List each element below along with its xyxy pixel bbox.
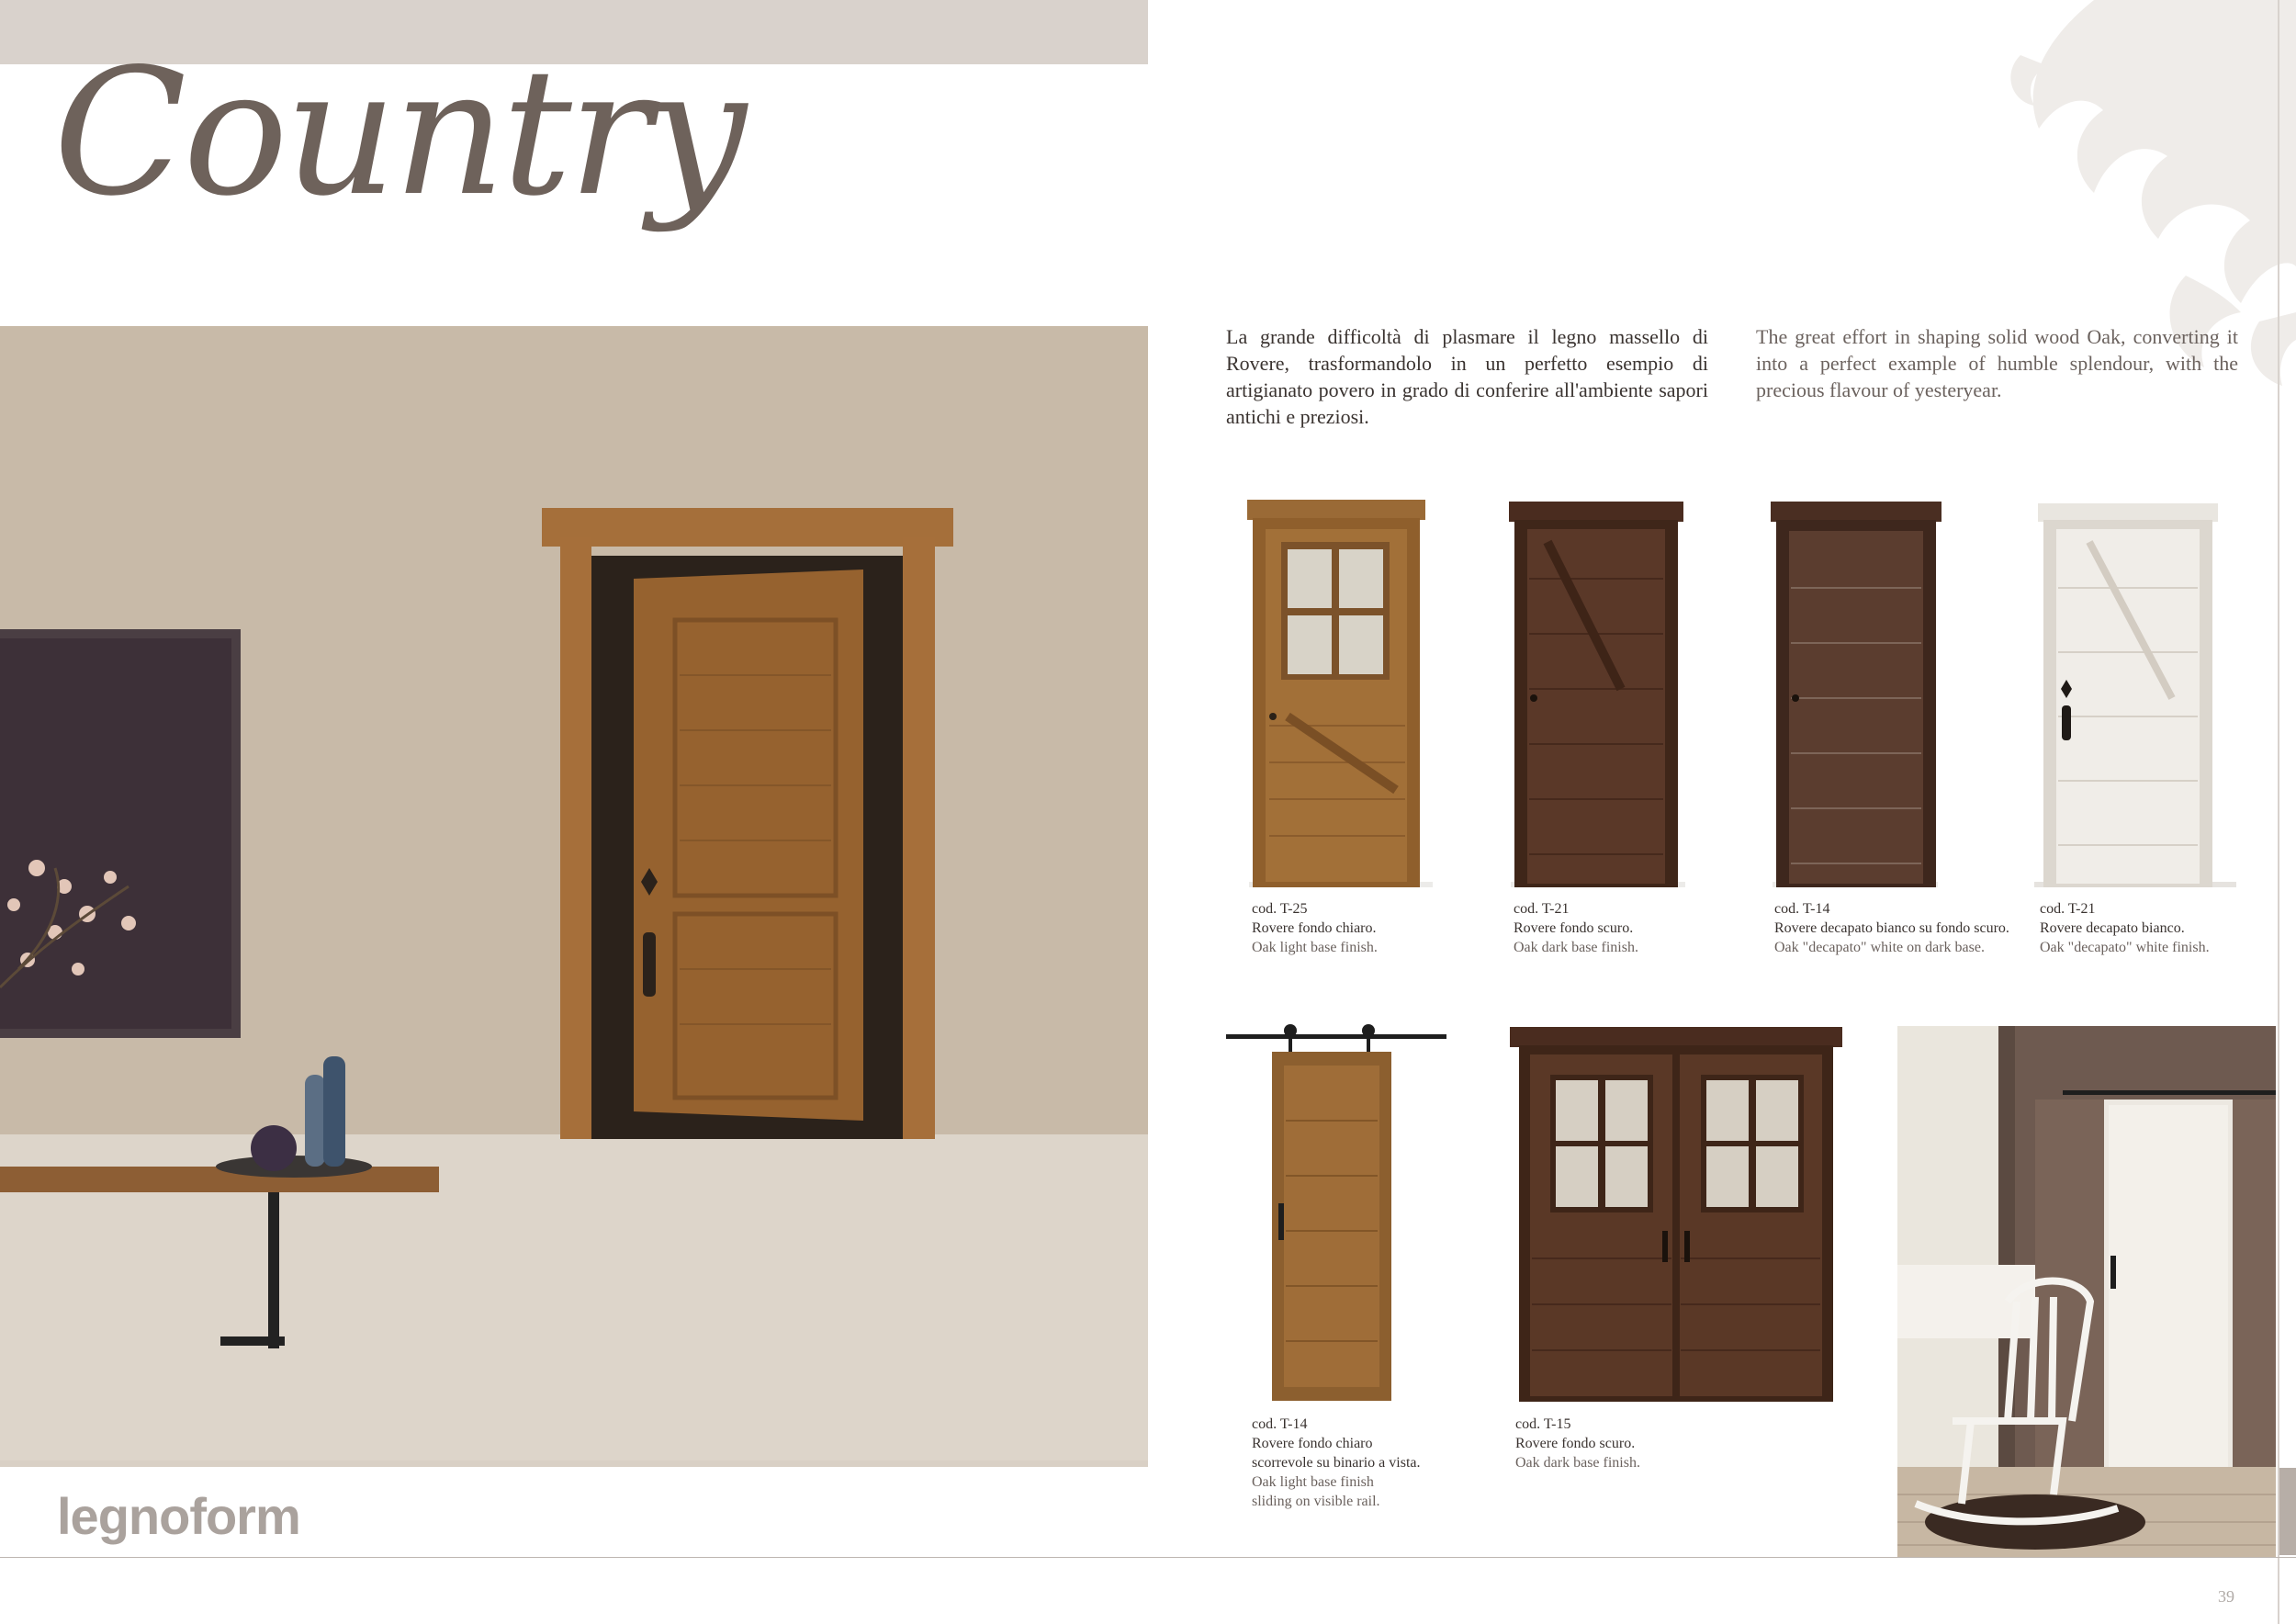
door-photo-t21-dark: [1483, 496, 1704, 900]
caption-english: Oak "decapato" white on dark base.: [1774, 940, 1985, 955]
page-number: 39: [2218, 1587, 2234, 1606]
caption-italian-line2: scorrevole su binario a vista.: [1252, 1455, 1421, 1471]
footer-rule: [0, 1557, 2296, 1558]
caption-english: Oak dark base finish.: [1514, 940, 1638, 955]
caption-code: cod. T-15: [1515, 1416, 1571, 1432]
caption-italian: Rovere fondo chiaro: [1252, 1436, 1373, 1451]
caption-italian: Rovere decapato bianco.: [2040, 920, 2185, 936]
door-photo-t25: [1212, 496, 1469, 900]
caption-english: Oak dark base finish.: [1515, 1455, 1640, 1471]
hero-interior-photo: [0, 326, 1148, 1467]
intro-english: The great effort in shaping solid wood Oak, converting it into a perfect example of humble splendour, with the precious flavour of yesteryear.: [1756, 325, 2238, 401]
page-edge-tab: [2279, 1468, 2296, 1555]
caption-t15: [1515, 1415, 1640, 1472]
door-photo-t21-white: [2016, 496, 2255, 900]
caption-code: cod. T-14: [1774, 901, 1830, 917]
caption-t21-dark: [1514, 899, 1638, 957]
caption-english: Oak light base finish: [1252, 1474, 1374, 1490]
caption-t14-dark: [1774, 899, 2009, 957]
brand-logo: legnoform: [57, 1487, 300, 1545]
door-photo-t14-sliding: [1221, 1020, 1460, 1405]
caption-italian: Rovere fondo scuro.: [1514, 920, 1634, 936]
page-title: Country: [53, 31, 744, 234]
caption-italian: Rovere decapato bianco su fondo scuro.: [1774, 920, 2009, 936]
door-photo-t15-double: [1506, 1020, 1846, 1405]
caption-english: Oak "decapato" white finish.: [2040, 940, 2210, 955]
room-photo-white-sliding-door: [1897, 1026, 2276, 1557]
door-photo-t14-dark: [1745, 496, 1965, 900]
caption-code: cod. T-14: [1252, 1416, 1308, 1432]
caption-english: Oak light base finish.: [1252, 940, 1378, 955]
caption-t25: [1252, 899, 1378, 957]
caption-code: cod. T-25: [1252, 901, 1308, 917]
caption-italian: Rovere fondo scuro.: [1515, 1436, 1636, 1451]
intro-italian: La grande difficoltà di plasmare il legno massello di Rovere, trasformandolo in un perfetto esempio di artigianato povero in grado di conferire all'ambiente sapori antichi e preziosi.: [1226, 325, 1708, 428]
caption-italian: Rovere fondo chiaro.: [1252, 920, 1377, 936]
caption-t14-sliding: [1252, 1415, 1421, 1511]
caption-english-line2: sliding on visible rail.: [1252, 1494, 1380, 1509]
caption-code: cod. T-21: [2040, 901, 2096, 917]
caption-code: cod. T-21: [1514, 901, 1570, 917]
page-edge-line: [2278, 0, 2279, 1624]
caption-t21-white: [2040, 899, 2210, 957]
